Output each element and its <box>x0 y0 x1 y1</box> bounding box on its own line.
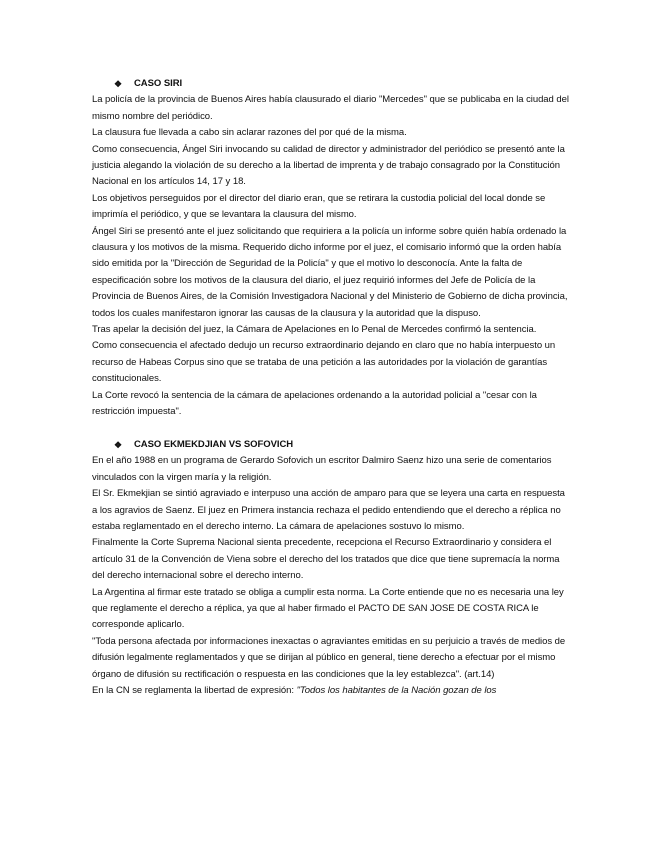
paragraph: La policía de la provincia de Buenos Aires había clausurado el diario "Mercedes" que se publicaba en la ciudad del mismo nombre del periódico. <box>92 94 569 122</box>
diamond-bullet-icon: ❖ <box>114 439 123 450</box>
section-heading-siri <box>114 76 570 92</box>
section-heading-ekmekdjian <box>114 437 570 453</box>
paragraph: En el año 1988 en un programa de Gerardo Sofovich un escritor Dalmiro Saenz hizo una serie de comentarios vinculados con la virgen maría y la religión. <box>92 455 552 483</box>
paragraph: Finalmente la Corte Suprema Nacional sienta precedente, recepciona el Recurso Extraordinario y considera el artículo 31 de la Convención de Viena sobre el derecho del los tratados que dice que tiene supremacía la norma del derecho internacional sobre el derecho interno. <box>92 537 560 582</box>
paragraph: Tras apelar la decisión del juez, la Cámara de Apelaciones en lo Penal de Mercedes confirmó la sentencia. <box>92 324 537 336</box>
paragraph: Como consecuencia el afectado dedujo un recurso extraordinario dejando en claro que no había interpuesto un recurso de Habeas Corpus sino que se trataba de una petición a las autoridades por la violación de garantías constitucionales. <box>92 340 556 385</box>
paragraph: La clausura fue llevada a cabo sin aclarar razones del por qué de la misma. <box>92 127 407 139</box>
paragraph: "Toda persona afectada por informaciones inexactas o agraviantes emitidas en su perjuicio a través de medios de difusión legalmente reglamentados y que se dirijan al público en general, tiene derecho a efectuar por el mismo órgano de difusión su rectificación o respuesta en las condiciones que la ley establezca". (art.14) <box>92 635 566 680</box>
section-spacer <box>92 421 570 437</box>
document-body <box>92 76 570 699</box>
paragraph: La Corte revocó la sentencia de la cámara de apelaciones ordenando a la autoridad policial a "cesar con la restricción impuesta". <box>92 389 537 418</box>
paragraph: El Sr. Ekmekjian se sintió agraviado e interpuso una acción de amparo para que se leyera una carta en respuesta a los agravios de Saenz. El juez en Primera instancia rechaza el pedido entendiendo que el derecho a réplica no estaba reglamentado en el derecho interno. La cámara de apelaciones sostuvo lo mismo. <box>92 488 565 532</box>
last-line-quote: "Todos los habitantes de la Nación gozan de los <box>296 684 497 696</box>
section-title: CASO SIRI <box>134 78 183 89</box>
paragraph-last <box>92 683 570 699</box>
section-title: CASO EKMEKDJIAN VS SOFOVICH <box>134 438 294 450</box>
paragraph: Los objetivos perseguidos por el director del diario eran, que se retirara la custodia policial del local donde se imprimía el periódico, y que se levantara la clausura del mismo. <box>92 192 546 221</box>
diamond-bullet-icon: ❖ <box>114 79 123 89</box>
paragraph: Ángel Siri se presentó ante el juez solicitando que requiriera a la policía un informe sobre quién había ordenado la clausura y los motivos de la misma. Requerido dicho informe por el juez, el comisario informó que la orden había sido emitida por la "Dirección de Seguridad de la Policía" y que el motivo lo desconocía. Ante la falta de especificación sobre los motivos de la clausura del diario, el juez requirió informes del Jefe de Policía de la Provincia de Buenos Aires, de la Comisión Investigadora Nacional y del Ministerio de Gobierno de dicha provincia, todos los cuales manifestaron ignorar las causas de la clausura y la autoridad que la dispuso. <box>92 225 568 319</box>
last-line-text: En la CN se reglamenta la libertad de expresión: <box>92 684 297 696</box>
paragraph: Como consecuencia, Ángel Siri invocando su calidad de director y administrador del periódico se presentó ante la justicia alegando la violación de su derecho a la libertad de imprenta y de trabajo consagrado por la Constitución Nacional en los artículos 14, 17 y 18. <box>92 143 565 188</box>
paragraph: La Argentina al firmar este tratado se obliga a cumplir esta norma. La Corte entiende que no es necesaria una ley que reglamente el derecho a réplica, ya que al haber firmado el PACTO DE SAN JOSE DE COSTA RICA le corresponde aplicarlo. <box>92 586 564 631</box>
